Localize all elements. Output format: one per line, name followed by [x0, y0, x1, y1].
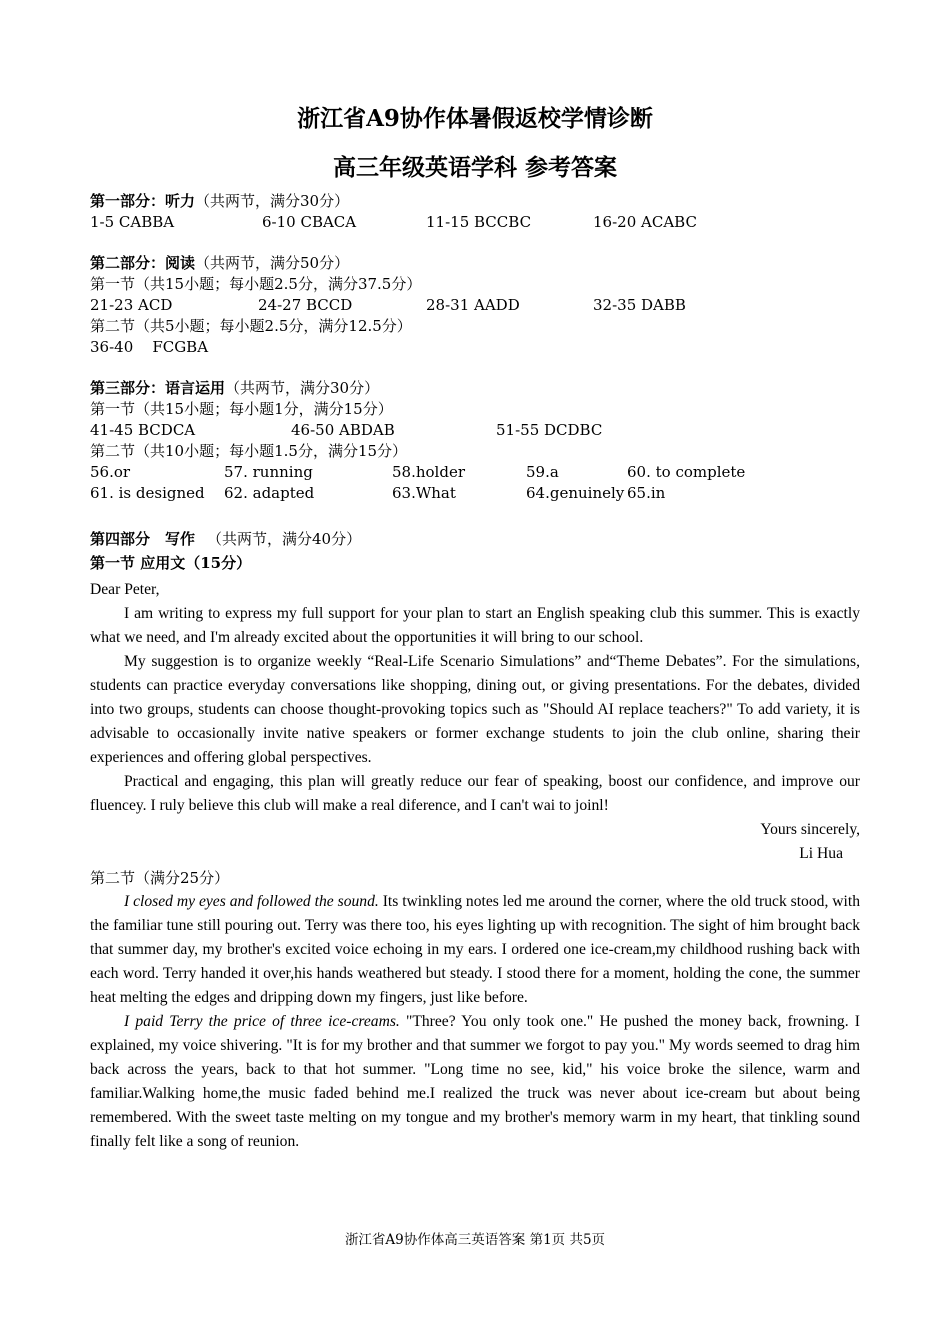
- letter-paragraph: I am writing to express my full support for your plan to start an English speaking club this summer. This is exactly what we need, and I'm already excited about the opportunities it will bring to our school.: [90, 605, 860, 646]
- part2-heading: [90, 253, 349, 274]
- letter: [90, 578, 860, 1154]
- part2-answers2: 36-40 FCGBA: [90, 338, 209, 356]
- letter-signature: Li Hua: [799, 845, 843, 862]
- story-paragraph: [90, 890, 860, 1010]
- answer-group: 21-23 ACD: [90, 296, 173, 314]
- answer-item: 61. is designed: [90, 484, 205, 502]
- letter-paragraph: Practical and engaging, this plan will greatly reduce our fear of speaking, boost our confidence, and improve our fluencey. I ruly believe this club will make a real diference, and I can't wai to joinl!: [90, 773, 860, 814]
- story-lead-sentence: I closed my eyes and followed the sound.: [124, 893, 379, 910]
- answer-item: 63.What: [392, 484, 456, 502]
- story-paragraph: [90, 1010, 860, 1154]
- answer-group: 46-50 ABDAB: [291, 421, 395, 439]
- story-text: "Three? You only took one." He pushed the money back, frowning. I explained, my voice shivering. "It is for my brother and that summer we forgot to pay you." My words seemed to drag him back across the years, back to that hot summer. "Long time no see, kid," his voice broke the silence, warm and familiar.Walking home,the music faded behind me.I realized the truck was never about ice-cream but about being remembered. With the sweet taste melting on my tongue and my brother's memory warm in my heart, that tinkling sound finally felt like a song of reunion.: [90, 1013, 860, 1150]
- answer-item: 65.in: [627, 484, 666, 502]
- part4-section2: 第二节（满分25分）: [90, 869, 230, 887]
- part3-section2: 第二节（共10小题；每小题1.5分，满分15分）: [90, 442, 408, 460]
- answer-group: 16-20 ACABC: [593, 213, 697, 231]
- part1-heading-note: （共两节，满分30分）: [195, 192, 350, 210]
- page-footer: 浙江省A9协作体高三英语答案 第1页 共5页: [344, 1232, 606, 1248]
- answer-group: 41-45 BCDCA: [90, 421, 196, 439]
- letter-closing: Yours sincerely,: [760, 821, 860, 838]
- part3-heading-bold: 第三部分：语言运用: [90, 379, 226, 397]
- answer-item: 58.holder: [392, 463, 465, 481]
- part2-heading-bold: 第二部分：阅读: [90, 254, 196, 272]
- part4-heading: [90, 529, 361, 550]
- part2-section1: 第一节（共15小题；每小题2.5分，满分37.5分）: [90, 275, 422, 293]
- answer-group: 1-5 CABBA: [90, 213, 175, 231]
- part2-heading-note: （共两节，满分50分）: [195, 254, 350, 272]
- part4-heading-bold: 第四部分 写作: [90, 530, 196, 548]
- answer-group: 32-35 DABB: [593, 296, 686, 314]
- part1-heading: [90, 191, 349, 212]
- story-text: Its twinkling notes led me around the corner, where the old truck stood, with the familiar tune still pouring out. Terry was there too, his eyes lighting up with recognition. The sight of him brought back that summer day, my brother's excited voice echoing in my ears. I ordered one ice-cream,my childhood rushing back with each word. Terry handed it over,his hands weathered but steady. I stood there for a moment, holding the cone, the summer heat melting the edges and dripping down my fingers, just like before.: [90, 893, 860, 1006]
- answer-group: 6-10 CBACA: [262, 213, 357, 231]
- story-lead-sentence: I paid Terry the price of three ice-creams.: [124, 1013, 400, 1030]
- answer-group: 28-31 AADD: [426, 296, 520, 314]
- document-title: 浙江省A9协作体暑假返校学情诊断: [297, 105, 653, 132]
- answer-item: 62. adapted: [224, 484, 315, 502]
- answer-item: 60. to complete: [627, 463, 746, 481]
- answer-group: 51-55 DCDBC: [496, 421, 603, 439]
- part4-section1: 第一节 应用文（15分）: [90, 554, 252, 572]
- part3-heading: [90, 378, 379, 399]
- part4-heading-note: （共两节，满分40分）: [207, 530, 362, 548]
- part2-section2: 第二节（共5小题；每小题2.5分，满分12.5分）: [90, 317, 412, 335]
- part1-heading-bold: 第一部分：听力: [90, 192, 196, 210]
- part3-heading-note: （共两节，满分30分）: [225, 379, 380, 397]
- answer-group: 11-15 BCCBC: [426, 213, 532, 231]
- letter-paragraph: My suggestion is to organize weekly “Real-Life Scenario Simulations” and“Theme Debates”. For the simulations, students can practice everyday conversations like shopping, dining out, or giving presentations. For the debates, divided into two groups, students can choose thought-provoking topics such as "Should AI replace teachers?" To add variety, it is advisable to occasionally invite native speakers or former exchange students to join the club online, sharing their experiences and offering global perspectives.: [90, 653, 860, 766]
- letter-greeting: Dear Peter,: [90, 581, 160, 598]
- answer-item: 57. running: [224, 463, 313, 481]
- answer-item: 59.a: [526, 463, 559, 481]
- document-subtitle: 高三年级英语学科 参考答案: [332, 154, 617, 181]
- answer-item: 64.genuinely: [526, 484, 625, 502]
- answer-group: 24-27 BCCD: [258, 296, 353, 314]
- answer-item: 56.or: [90, 463, 131, 481]
- part3-section1: 第一节（共15小题；每小题1分，满分15分）: [90, 400, 393, 418]
